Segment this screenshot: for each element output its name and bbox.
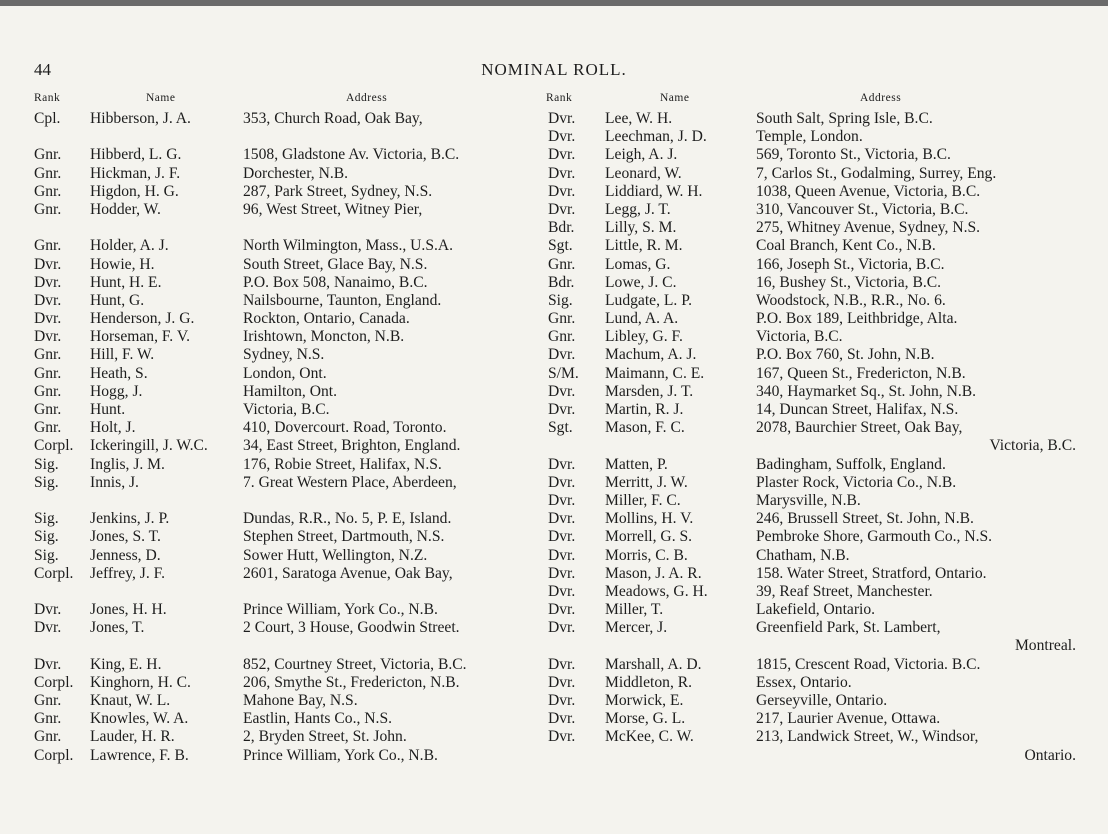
name-cell: Ickeringill, J. W.C. xyxy=(90,437,208,455)
roll-entry xyxy=(0,256,1108,274)
name-cell: Lauder, H. R. xyxy=(90,728,175,746)
name-cell: Leonard, W. xyxy=(605,164,682,182)
rank-cell: Dvr. xyxy=(548,655,576,673)
address-cell: 1508, Gladstone Av. Victoria, B.C. xyxy=(243,146,460,164)
address-cell: 7. Great Western Place, Aberdeen, xyxy=(243,473,457,491)
roll-entry xyxy=(0,656,1108,674)
address-cell: 166, Joseph St., Victoria, B.C. xyxy=(756,255,945,273)
roll-entry xyxy=(0,292,1108,310)
address-cell: Hamilton, Ont. xyxy=(243,382,337,400)
rank-cell: Gnr. xyxy=(34,382,62,400)
address-cell: South Street, Glace Bay, N.S. xyxy=(243,255,428,273)
rank-cell: Gnr. xyxy=(34,164,62,182)
header-address-right: Address xyxy=(860,92,902,104)
name-cell: Liddiard, W. H. xyxy=(605,182,703,200)
rank-cell: Dvr. xyxy=(548,200,576,218)
rank-cell: Dvr. xyxy=(548,473,576,491)
address-cell: Chatham, N.B. xyxy=(756,546,850,564)
roll-column-right xyxy=(0,110,1108,765)
address-cell: Sydney, N.S. xyxy=(243,346,325,364)
roll-entry xyxy=(0,601,1108,619)
roll-entry xyxy=(0,437,1108,455)
rank-cell: Corpl. xyxy=(34,746,74,764)
name-cell: Matten, P. xyxy=(605,455,668,473)
rank-cell: Corpl. xyxy=(34,437,74,455)
roll-entry xyxy=(0,637,1108,655)
name-cell: Hibberd, L. G. xyxy=(90,146,182,164)
rank-cell: Dvr. xyxy=(548,182,576,200)
name-cell: Holder, A. J. xyxy=(90,237,169,255)
rank-cell: Dvr. xyxy=(548,455,576,473)
address-cell: Greenfield Park, St. Lambert, xyxy=(756,619,941,637)
roll-entry xyxy=(0,401,1108,419)
name-cell: Mason, F. C. xyxy=(605,419,685,437)
name-cell: Hunt, G. xyxy=(90,291,145,309)
rank-cell: Dvr. xyxy=(548,146,576,164)
address-cell: Rockton, Ontario, Canada. xyxy=(243,310,410,328)
address-cell: 16, Bushey St., Victoria, B.C. xyxy=(756,273,942,291)
address-cell: North Wilmington, Mass., U.S.A. xyxy=(243,237,454,255)
address-cell: Lakefield, Ontario. xyxy=(756,601,876,619)
rank-cell: Dvr. xyxy=(548,601,576,619)
rank-cell: Sgt. xyxy=(548,237,573,255)
rank-cell: Dvr. xyxy=(548,692,576,709)
name-cell: Machum, A. J. xyxy=(605,346,697,364)
address-continuation: Ontario. xyxy=(1024,746,1076,764)
rank-cell: Corpl. xyxy=(34,673,74,691)
rank-cell: Dvr. xyxy=(548,164,576,182)
rank-cell: Dvr. xyxy=(548,491,576,509)
roll-entry xyxy=(0,219,1108,237)
address-cell: Plaster Rock, Victoria Co., N.B. xyxy=(756,473,957,491)
roll-entry xyxy=(0,510,1108,528)
page-title: NOMINAL ROLL. xyxy=(481,60,627,79)
address-cell: 310, Vancouver St., Victoria, B.C. xyxy=(756,200,969,218)
name-cell: Meadows, G. H. xyxy=(605,582,708,600)
rank-cell: Gnr. xyxy=(548,255,576,273)
roll-entry xyxy=(0,110,1108,128)
rank-cell: Dvr. xyxy=(548,510,576,528)
name-cell: Jones, S. T. xyxy=(90,528,161,546)
address-cell: 39, Reaf Street, Manchester. xyxy=(756,582,933,600)
address-cell: London, Ont. xyxy=(243,364,327,382)
document-page xyxy=(0,6,1108,834)
rank-cell: Dvr. xyxy=(548,346,576,364)
address-cell: Dorchester, N.B. xyxy=(243,164,349,182)
address-cell: 176, Robie Street, Halifax, N.S. xyxy=(243,455,442,473)
name-cell: Henderson, J. G. xyxy=(90,310,195,328)
address-cell: Badingham, Suffolk, England. xyxy=(756,455,946,473)
name-cell: Middleton, R. xyxy=(605,673,693,691)
name-cell: Hickman, J. F. xyxy=(90,164,181,182)
roll-entry xyxy=(0,619,1108,637)
rank-cell: Bdr. xyxy=(548,273,575,291)
rank-cell: Gnr. xyxy=(34,692,62,709)
address-cell: Pembroke Shore, Garmouth Co., N.S. xyxy=(756,528,993,546)
rank-cell: Dvr. xyxy=(548,728,576,746)
rank-cell: Sig. xyxy=(34,455,59,473)
rank-cell: Dvr. xyxy=(548,673,576,691)
roll-entry xyxy=(0,165,1108,183)
rank-cell: Gnr. xyxy=(34,364,62,382)
address-cell: 34, East Street, Brighton, England. xyxy=(243,437,461,455)
address-cell: 217, Laurier Avenue, Ottawa. xyxy=(756,710,941,728)
address-cell: P.O. Box 189, Leithbridge, Alta. xyxy=(756,310,958,328)
address-cell: P.O. Box 760, St. John, N.B. xyxy=(756,346,935,364)
header-rank-left: Rank xyxy=(34,92,61,104)
name-cell: Leigh, A. J. xyxy=(605,146,678,164)
rank-cell: Gnr. xyxy=(34,346,62,364)
roll-entry xyxy=(0,728,1108,746)
name-cell: Heath, S. xyxy=(90,364,148,382)
address-cell: 213, Landwick Street, W., Windsor, xyxy=(756,728,979,746)
name-cell: Lilly, S. M. xyxy=(605,219,677,237)
roll-entry xyxy=(0,747,1108,765)
name-cell: Kinghorn, H. C. xyxy=(90,673,191,691)
name-cell: Hogg, J. xyxy=(90,382,143,400)
roll-entry xyxy=(0,528,1108,546)
name-cell: Merritt, J. W. xyxy=(605,473,688,491)
header-address-left: Address xyxy=(346,92,388,104)
address-cell: Victoria, B.C. xyxy=(756,328,843,346)
header-name-left: Name xyxy=(146,92,176,104)
rank-cell: Gnr. xyxy=(548,310,576,328)
header-name-right: Name xyxy=(660,92,690,104)
address-cell: Victoria, B.C. xyxy=(243,401,330,418)
name-cell: Innis, J. xyxy=(90,473,139,491)
rank-cell: Sig. xyxy=(548,291,573,309)
rank-cell: Dvr. xyxy=(548,546,576,564)
rank-cell: Dvr. xyxy=(548,582,576,600)
address-cell: Prince William, York Co., N.B. xyxy=(243,601,438,619)
name-cell: Lomas, G. xyxy=(605,255,671,273)
address-cell: 353, Church Road, Oak Bay, xyxy=(243,110,423,127)
rank-cell: Gnr. xyxy=(34,237,62,255)
address-cell: 287, Park Street, Sydney, N.S. xyxy=(243,182,433,200)
name-cell: Marsden, J. T. xyxy=(605,382,694,400)
name-cell: Jones, T. xyxy=(90,619,145,637)
address-cell: Coal Branch, Kent Co., N.B. xyxy=(756,237,936,255)
rank-cell: Dvr. xyxy=(34,619,62,637)
name-cell: Legg, J. T. xyxy=(605,200,671,218)
address-cell: Prince William, York Co., N.B. xyxy=(243,746,438,764)
roll-entry xyxy=(0,547,1108,565)
roll-entry xyxy=(0,692,1108,710)
address-cell: Marysville, N.B. xyxy=(756,491,861,509)
rank-cell: Sig. xyxy=(34,546,59,564)
rank-cell: Corpl. xyxy=(34,564,74,582)
rank-cell: Dvr. xyxy=(548,382,576,400)
address-cell: 206, Smythe St., Fredericton, N.B. xyxy=(243,673,460,691)
header-rank-right: Rank xyxy=(546,92,573,104)
address-cell: 340, Haymarket Sq., St. John, N.B. xyxy=(756,382,977,400)
rank-cell: Gnr. xyxy=(34,728,62,746)
address-cell: 410, Dovercourt. Road, Toronto. xyxy=(243,419,447,437)
address-cell: 2 Court, 3 House, Goodwin Street. xyxy=(243,619,460,637)
rank-cell: Dvr. xyxy=(34,273,62,291)
name-cell: Morwick, E. xyxy=(605,692,684,709)
rank-cell: Dvr. xyxy=(34,291,62,309)
address-cell: 14, Duncan Street, Halifax, N.S. xyxy=(756,401,959,418)
address-cell: Eastlin, Hants Co., N.S. xyxy=(243,710,393,728)
address-cell: Woodstock, N.B., R.R., No. 6. xyxy=(756,291,946,309)
name-cell: Jenness, D. xyxy=(90,546,161,564)
name-cell: McKee, C. W. xyxy=(605,728,694,746)
name-cell: Morse, G. L. xyxy=(605,710,686,728)
rank-cell: Dvr. xyxy=(548,110,576,127)
name-cell: Hunt. xyxy=(90,401,126,418)
address-cell: Stephen Street, Dartmouth, N.S. xyxy=(243,528,445,546)
name-cell: Lawrence, F. B. xyxy=(90,746,189,764)
address-cell: Nailsbourne, Taunton, England. xyxy=(243,291,442,309)
roll-entry xyxy=(0,201,1108,219)
roll-entry xyxy=(0,474,1108,492)
roll-entry xyxy=(0,674,1108,692)
address-continuation: Victoria, B.C. xyxy=(989,437,1076,455)
roll-entry xyxy=(0,583,1108,601)
name-cell: Inglis, J. M. xyxy=(90,455,165,473)
rank-cell: Cpl. xyxy=(34,110,61,127)
rank-cell: Sig. xyxy=(34,473,59,491)
address-cell: 1815, Crescent Road, Victoria. B.C. xyxy=(756,655,981,673)
name-cell: Hill, F. W. xyxy=(90,346,155,364)
rank-cell: Gnr. xyxy=(34,401,62,418)
name-cell: Morris, C. B. xyxy=(605,546,688,564)
name-cell: Morrell, G. S. xyxy=(605,528,693,546)
name-cell: Howie, H. xyxy=(90,255,155,273)
rank-cell: Bdr. xyxy=(548,219,575,237)
address-cell: 7, Carlos St., Godalming, Surrey, Eng. xyxy=(756,164,997,182)
name-cell: Jeffrey, J. F. xyxy=(90,564,165,582)
name-cell: Mason, J. A. R. xyxy=(605,564,702,582)
address-cell: 569, Toronto St., Victoria, B.C. xyxy=(756,146,951,164)
rank-cell: Gnr. xyxy=(34,710,62,728)
name-cell: Jones, H. H. xyxy=(90,601,167,619)
name-cell: Hodder, W. xyxy=(90,200,161,218)
name-cell: Higdon, H. G. xyxy=(90,182,179,200)
name-cell: Mercer, J. xyxy=(605,619,668,637)
address-cell: P.O. Box 508, Nanaimo, B.C. xyxy=(243,273,428,291)
roll-entry xyxy=(0,128,1108,146)
name-cell: Mollins, H. V. xyxy=(605,510,694,528)
address-cell: 1038, Queen Avenue, Victoria, B.C. xyxy=(756,182,981,200)
name-cell: Ludgate, L. P. xyxy=(605,291,693,309)
address-cell: Gerseyville, Ontario. xyxy=(756,692,888,709)
name-cell: Jenkins, J. P. xyxy=(90,510,170,528)
name-cell: Lowe, J. C. xyxy=(605,273,677,291)
rank-cell: Dvr. xyxy=(548,564,576,582)
roll-entry xyxy=(0,456,1108,474)
roll-entry xyxy=(0,328,1108,346)
address-cell: 246, Brussell Street, St. John, N.B. xyxy=(756,510,974,528)
name-cell: Knowles, W. A. xyxy=(90,710,189,728)
rank-cell: Gnr. xyxy=(34,419,62,437)
rank-cell: Dvr. xyxy=(548,528,576,546)
rank-cell: Dvr. xyxy=(34,655,62,673)
roll-entry xyxy=(0,419,1108,437)
name-cell: King, E. H. xyxy=(90,655,162,673)
address-cell: 275, Whitney Avenue, Sydney, N.S. xyxy=(756,219,981,237)
address-cell: 2078, Baurchier Street, Oak Bay, xyxy=(756,419,963,437)
name-cell: Maimann, C. E. xyxy=(605,364,705,382)
rank-cell: Sgt. xyxy=(548,419,573,437)
name-cell: Knaut, W. L. xyxy=(90,692,171,709)
name-cell: Miller, T. xyxy=(605,601,664,619)
name-cell: Libley, G. F. xyxy=(605,328,683,346)
rank-cell: Dvr. xyxy=(548,401,576,418)
roll-entry xyxy=(0,565,1108,583)
rank-cell: S/M. xyxy=(548,364,579,382)
rank-cell: Dvr. xyxy=(34,255,62,273)
page-number: 44 xyxy=(34,60,51,79)
rank-cell: Dvr. xyxy=(548,128,576,146)
rank-cell: Sig. xyxy=(34,510,59,528)
roll-entry xyxy=(0,183,1108,201)
name-cell: Lee, W. H. xyxy=(605,110,673,127)
roll-entry xyxy=(0,710,1108,728)
address-cell: 2601, Saratoga Avenue, Oak Bay, xyxy=(243,564,453,582)
address-cell: South Salt, Spring Isle, B.C. xyxy=(756,110,933,127)
roll-entry xyxy=(0,492,1108,510)
address-cell: Irishtown, Moncton, N.B. xyxy=(243,328,405,346)
roll-entry xyxy=(0,365,1108,383)
name-cell: Lund, A. A. xyxy=(605,310,679,328)
address-cell: 158. Water Street, Stratford, Ontario. xyxy=(756,564,987,582)
rank-cell: Gnr. xyxy=(34,146,62,164)
rank-cell: Dvr. xyxy=(34,328,62,346)
address-cell: Mahone Bay, N.S. xyxy=(243,692,358,709)
address-cell: Sower Hutt, Wellington, N.Z. xyxy=(243,546,428,564)
name-cell: Marshall, A. D. xyxy=(605,655,702,673)
address-continuation: Montreal. xyxy=(1014,637,1076,655)
rank-cell: Gnr. xyxy=(34,200,62,218)
name-cell: Little, R. M. xyxy=(605,237,683,255)
roll-entry xyxy=(0,274,1108,292)
roll-entry xyxy=(0,237,1108,255)
address-cell: 167, Queen St., Fredericton, N.B. xyxy=(756,364,966,382)
name-cell: Holt, J. xyxy=(90,419,136,437)
address-cell: Temple, London. xyxy=(756,128,863,146)
address-cell: Dundas, R.R., No. 5, P. E, Island. xyxy=(243,510,452,528)
address-cell: 2, Bryden Street, St. John. xyxy=(243,728,407,746)
rank-cell: Dvr. xyxy=(548,710,576,728)
address-cell: Essex, Ontario. xyxy=(756,673,852,691)
address-cell: 96, West Street, Witney Pier, xyxy=(243,200,423,218)
rank-cell: Dvr. xyxy=(34,601,62,619)
rank-cell: Gnr. xyxy=(548,328,576,346)
name-cell: Martin, R. J. xyxy=(605,401,684,418)
name-cell: Horseman, F. V. xyxy=(90,328,190,346)
address-cell: 852, Courtney Street, Victoria, B.C. xyxy=(243,655,467,673)
name-cell: Leechman, J. D. xyxy=(605,128,707,146)
name-cell: Miller, F. C. xyxy=(605,491,681,509)
rank-cell: Dvr. xyxy=(548,619,576,637)
name-cell: Hibberson, J. A. xyxy=(90,110,191,127)
roll-entry xyxy=(0,146,1108,164)
roll-entry xyxy=(0,346,1108,364)
rank-cell: Dvr. xyxy=(34,310,62,328)
rank-cell: Sig. xyxy=(34,528,59,546)
name-cell: Hunt, H. E. xyxy=(90,273,162,291)
roll-entry xyxy=(0,310,1108,328)
roll-entry xyxy=(0,383,1108,401)
rank-cell: Gnr. xyxy=(34,182,62,200)
